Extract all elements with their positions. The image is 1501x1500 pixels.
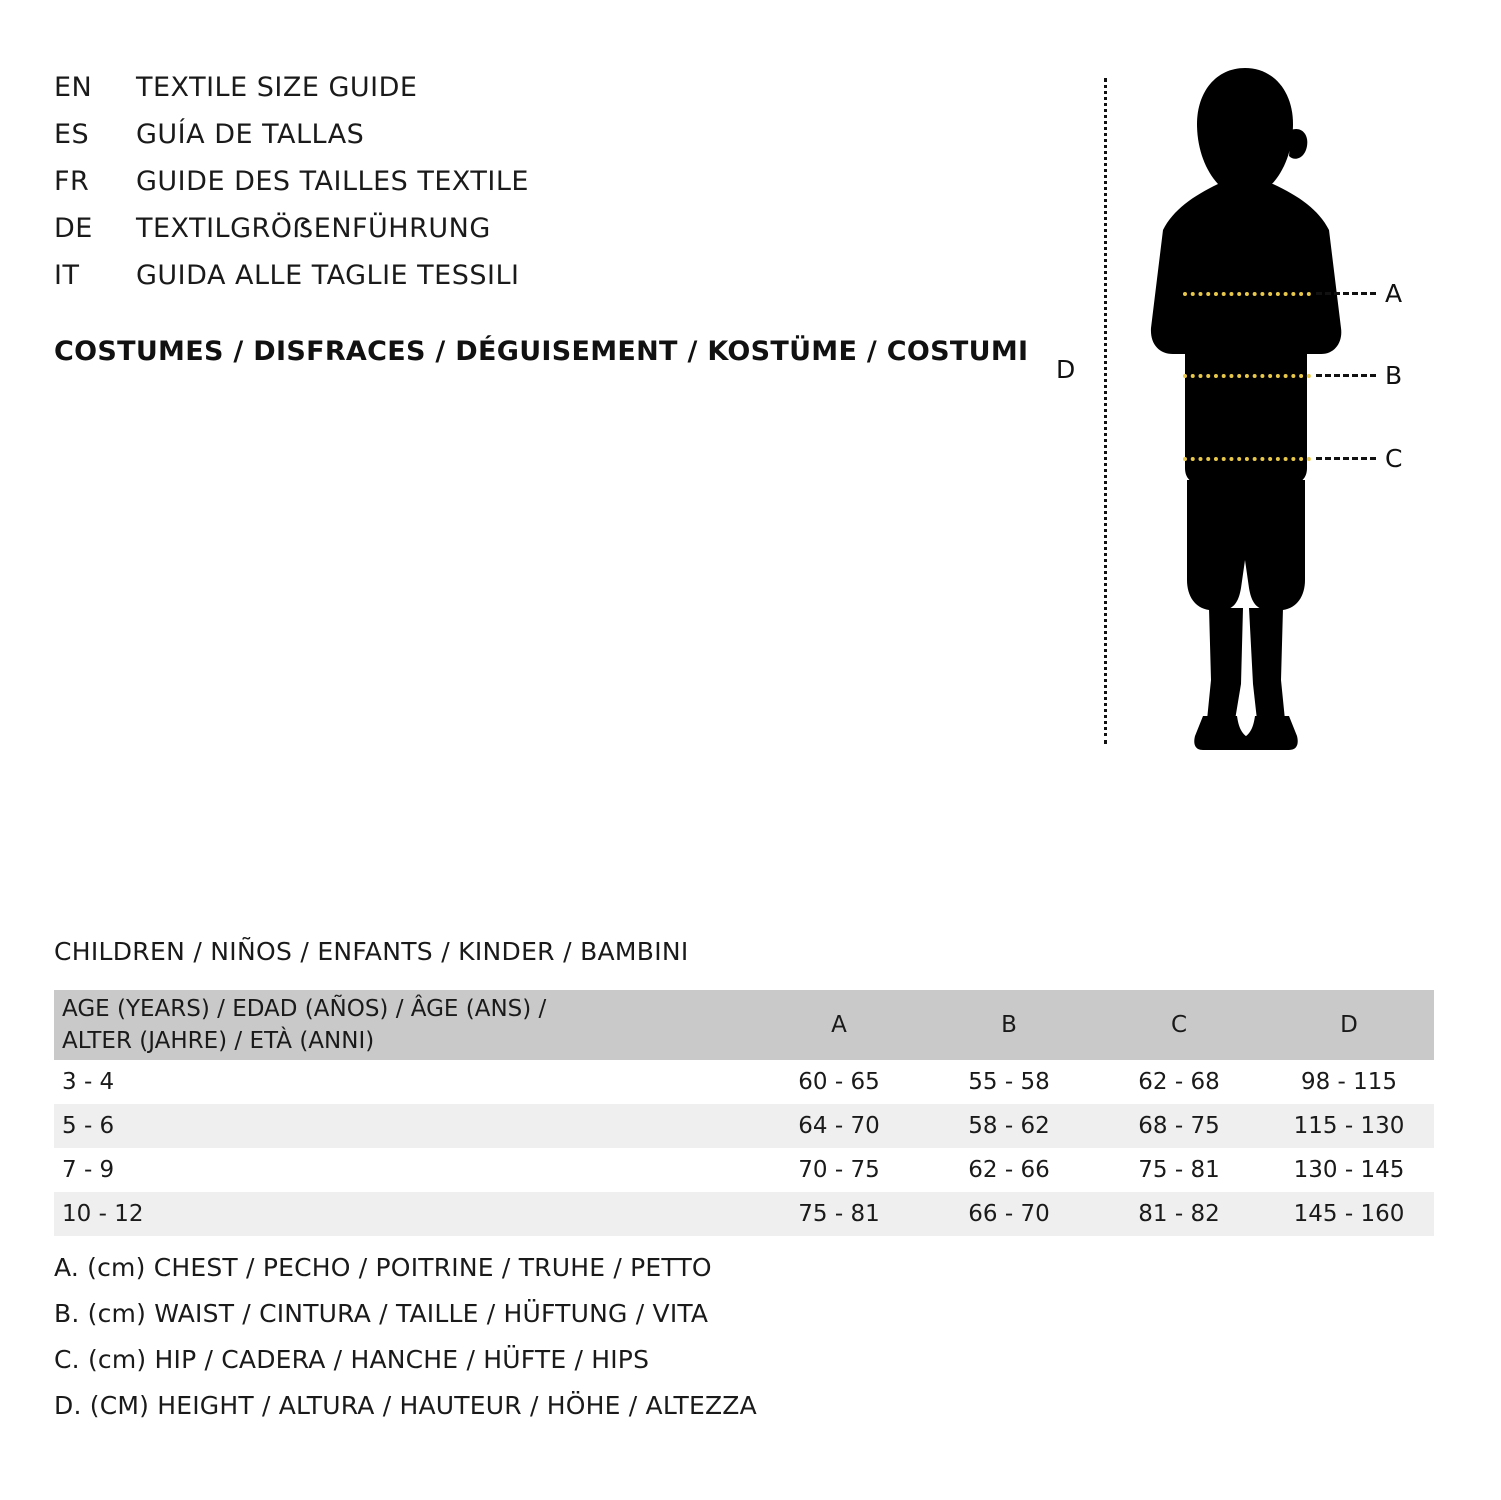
language-code-de: DE xyxy=(54,213,93,244)
height-axis-label: D xyxy=(1056,355,1076,384)
chest-measure-line xyxy=(1183,292,1311,296)
language-row-de xyxy=(54,213,1054,260)
table-header-a: A xyxy=(831,1012,847,1038)
language-code-es: ES xyxy=(54,119,90,150)
table-cell-a: 70 - 75 xyxy=(798,1157,880,1183)
legend-item-hip: C. (cm) HIP / CADERA / HANCHE / HÜFTE / HIPS xyxy=(54,1345,650,1374)
table-row xyxy=(54,1148,1434,1192)
size-table xyxy=(54,990,1434,1236)
chest-leader-line xyxy=(1316,292,1376,295)
legend-item-waist: B. (cm) WAIST / CINTURA / TAILLE / HÜFTUNG / VITA xyxy=(54,1299,709,1328)
table-header-age-line1: AGE (YEARS) / EDAD (AÑOS) / ÂGE (ANS) / xyxy=(62,996,547,1022)
table-row xyxy=(54,1104,1434,1148)
language-row-en xyxy=(54,72,1054,119)
hip-leader-line xyxy=(1316,457,1376,460)
table-cell-c: 75 - 81 xyxy=(1138,1157,1220,1183)
table-cell-a: 60 - 65 xyxy=(798,1069,880,1095)
table-cell-a: 64 - 70 xyxy=(798,1113,880,1139)
legend-item-height: D. (CM) HEIGHT / ALTURA / HAUTEUR / HÖHE / ALTEZZA xyxy=(54,1391,757,1420)
table-header-age xyxy=(54,990,754,1060)
language-list xyxy=(54,72,1054,307)
measurement-legend xyxy=(54,1245,1254,1429)
table-cell-d: 130 - 145 xyxy=(1293,1157,1405,1183)
child-silhouette-icon xyxy=(1115,60,1375,754)
table-cell-d: 98 - 115 xyxy=(1300,1069,1398,1095)
table-cell-age: 10 - 12 xyxy=(62,1201,144,1227)
table-header-d: D xyxy=(1340,1012,1358,1038)
language-text-es: GUÍA DE TALLAS xyxy=(136,119,365,150)
table-cell-d: 115 - 130 xyxy=(1293,1113,1405,1139)
table-cell-c: 62 - 68 xyxy=(1138,1069,1220,1095)
table-cell-c: 81 - 82 xyxy=(1138,1201,1220,1227)
language-text-en: TEXTILE SIZE GUIDE xyxy=(136,72,418,103)
table-cell-age: 5 - 6 xyxy=(62,1113,115,1139)
table-cell-a: 75 - 81 xyxy=(798,1201,880,1227)
waist-marker-label: B xyxy=(1385,361,1403,390)
table-cell-c: 68 - 75 xyxy=(1138,1113,1220,1139)
language-code-fr: FR xyxy=(54,166,90,197)
chest-marker-label: A xyxy=(1385,279,1403,308)
table-cell-b: 66 - 70 xyxy=(968,1201,1050,1227)
waist-measure-line xyxy=(1183,374,1311,378)
table-cell-b: 55 - 58 xyxy=(968,1069,1050,1095)
language-row-es xyxy=(54,119,1054,166)
language-text-de: TEXTILGRÖẞENFÜHRUNG xyxy=(136,213,491,244)
size-figure xyxy=(1020,60,1470,760)
table-header-c: C xyxy=(1170,1012,1188,1038)
table-cell-b: 58 - 62 xyxy=(968,1113,1050,1139)
table-cell-age: 7 - 9 xyxy=(62,1157,115,1183)
legend-item-chest: A. (cm) CHEST / PECHO / POITRINE / TRUHE / PETTO xyxy=(54,1253,712,1282)
waist-leader-line xyxy=(1316,374,1376,377)
language-row-it xyxy=(54,260,1054,307)
table-row xyxy=(54,1060,1434,1104)
hip-marker-label: C xyxy=(1385,444,1403,473)
hip-measure-line xyxy=(1183,457,1311,461)
table-cell-b: 62 - 66 xyxy=(968,1157,1050,1183)
table-header-b: B xyxy=(1001,1012,1017,1038)
language-text-fr: GUIDE DES TAILLES TEXTILE xyxy=(136,166,529,197)
table-header-row xyxy=(54,990,1434,1060)
costumes-subtitle: COSTUMES / DISFRACES / DÉGUISEMENT / KOSTÜME / COSTUMI xyxy=(54,336,1029,367)
table-section-title: CHILDREN / NIÑOS / ENFANTS / KINDER / BAMBINI xyxy=(54,937,689,966)
height-axis-line xyxy=(1104,78,1107,744)
table-cell-age: 3 - 4 xyxy=(62,1069,115,1095)
language-code-it: IT xyxy=(54,260,80,291)
language-code-en: EN xyxy=(54,72,93,103)
language-row-fr xyxy=(54,166,1054,213)
table-header-age-line2: ALTER (JAHRE) / ETÀ (ANNI) xyxy=(62,1028,375,1054)
language-text-it: GUIDA ALLE TAGLIE TESSILI xyxy=(136,260,520,291)
table-cell-d: 145 - 160 xyxy=(1293,1201,1405,1227)
table-row xyxy=(54,1192,1434,1236)
